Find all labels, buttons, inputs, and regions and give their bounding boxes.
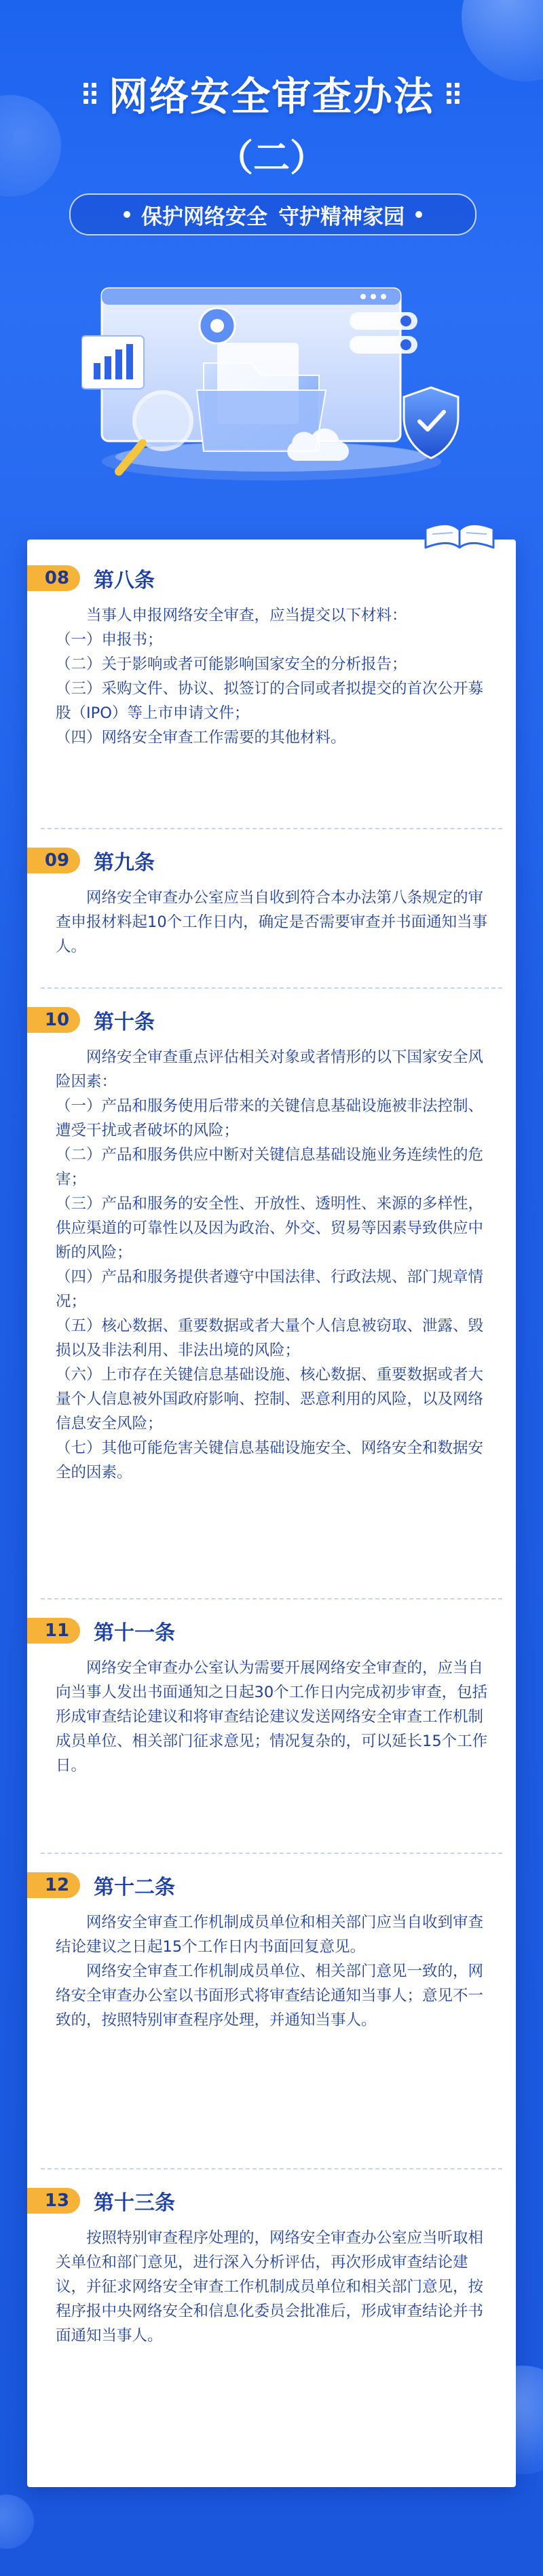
article-paragraph: （六）上市存在关键信息基础设施、核心数据、重要数据或者大量个人信息被外国政府影响、控制、恶意利用的风险，以及网络信息安全风险；	[56, 1366, 484, 1433]
article-paragraph: （二）关于影响或者可能影响国家安全的分析报告；	[56, 656, 407, 673]
slogan-left: 保护网络安全	[141, 204, 267, 229]
article-number-badge: 13	[27, 2188, 80, 2214]
section-divider	[41, 828, 502, 829]
article-body	[41, 603, 502, 750]
article-paragraph: 按照特别审查程序处理的，网络安全审查办公室应当听取相关单位和部门意见，进行深入分析评估，再次形成审查结论建议，并征求网络安全审查工作机制成员单位和相关部门意见，按程序报中央网络安全和信息化委员会批准后，形成审查结论并书面通知当事人。	[56, 2229, 484, 2345]
article-number-badge: 08	[27, 565, 80, 591]
article-paragraph: （四）网络安全审查工作需要的其他材料。	[56, 729, 346, 746]
article-paragraph: （二）产品和服务供应中断对关键信息基础设施业务连续性的危害；	[56, 1146, 484, 1188]
header-banner	[0, 0, 543, 543]
bullet-icon	[124, 211, 130, 218]
decor-circle	[0, 2495, 34, 2549]
article-title: 第十条	[94, 1010, 155, 1034]
article-paragraph: 网络安全审查工作机制成员单位、相关部门意见一致的，网络安全审查办公室以书面形式将审查结论通知当事人；意见不一致的，按照特别审查程序处理，并通知当事人。	[56, 1963, 484, 2029]
article-section	[41, 845, 502, 959]
article-paragraph: 网络安全审查办公室应当自收到符合本办法第八条规定的审查申报材料起10个工作日内，确定是否需要审查并书面通知当事人。	[56, 889, 488, 955]
article-number-badge: 11	[27, 1618, 80, 1644]
article-body	[41, 1045, 502, 1485]
page-title: 网络安全审查办法	[108, 73, 434, 119]
article-paragraph: （四）产品和服务提供者遵守中国法律、行政法规、部门规章情况；	[56, 1268, 484, 1310]
section-divider	[41, 2168, 502, 2170]
section-divider	[41, 1598, 502, 1599]
dot-grid-icon	[83, 83, 96, 104]
article-body	[41, 886, 502, 959]
article-title: 第十一条	[94, 1621, 175, 1645]
bullet-icon	[415, 211, 422, 218]
article-paragraph: （七）其他可能危害关键信息基础设施安全、网络安全和数据安全的因素。	[56, 1439, 484, 1481]
content-card	[27, 539, 516, 2487]
article-paragraph: （五）核心数据、重要数据或者大量个人信息被窃取、泄露、毁损以及非法利用、非法出境的风险；	[56, 1317, 484, 1359]
part-number: （二）	[217, 136, 326, 179]
article-paragraph: （一）申报书；	[56, 631, 163, 649]
article-title: 第十二条	[94, 1876, 175, 1899]
article-paragraph: （一）产品和服务使用后带来的关键信息基础设施被非法控制、遭受干扰或者破坏的风险；	[56, 1097, 484, 1139]
article-paragraph: 网络安全审查办公室认为需要开展网络安全审查的，应当自向当事人发出书面通知之日起30个工作日内完成初步审查，包括形成审查结论建议和将审查结论建议发送网络安全审查工作机制成员单位、相关部门征求意见；情况复杂的，可以延长15个工作日。	[56, 1659, 488, 1775]
article-paragraph: 当事人申报网络安全审查，应当提交以下材料：	[86, 607, 407, 624]
article-title: 第八条	[94, 569, 155, 592]
article-title: 第九条	[94, 851, 155, 875]
article-section	[41, 1870, 502, 2032]
dot-grid-icon	[447, 83, 460, 104]
slogan-banner	[69, 193, 476, 235]
article-paragraph: （三）采购文件、协议、拟签订的合同或者拟提交的首次公开募股（IPO）等上市申请文件；	[56, 680, 484, 722]
section-divider	[41, 987, 502, 989]
section-divider	[41, 1853, 502, 1854]
article-section	[41, 2185, 502, 2348]
security-illustration	[81, 261, 462, 485]
article-paragraph: 网络安全审查工作机制成员单位和相关部门应当自收到审查结论建议之日起15个工作日内书面回复意见。	[56, 1914, 484, 1956]
article-section	[41, 1004, 502, 1485]
article-number-badge: 09	[27, 848, 80, 873]
article-paragraph: （三）产品和服务的安全性、开放性、透明性、来源的多样性，供应渠道的可靠性以及因为政治、外交、贸易等因素导致供应中断的风险；	[56, 1195, 484, 1262]
article-number-badge: 10	[27, 1007, 80, 1033]
article-body	[41, 2226, 502, 2348]
slogan-right: 守护精神家园	[278, 204, 405, 229]
article-body	[41, 1656, 502, 1778]
article-number-badge: 12	[27, 1872, 80, 1898]
article-section	[41, 1615, 502, 1778]
article-section	[41, 563, 502, 750]
article-paragraph: 网络安全审查重点评估相关对象或者情形的以下国家安全风险因素：	[56, 1048, 484, 1091]
book-icon	[422, 520, 497, 550]
article-title: 第十三条	[94, 2191, 175, 2215]
article-body	[41, 1910, 502, 2032]
title-row	[0, 64, 543, 121]
